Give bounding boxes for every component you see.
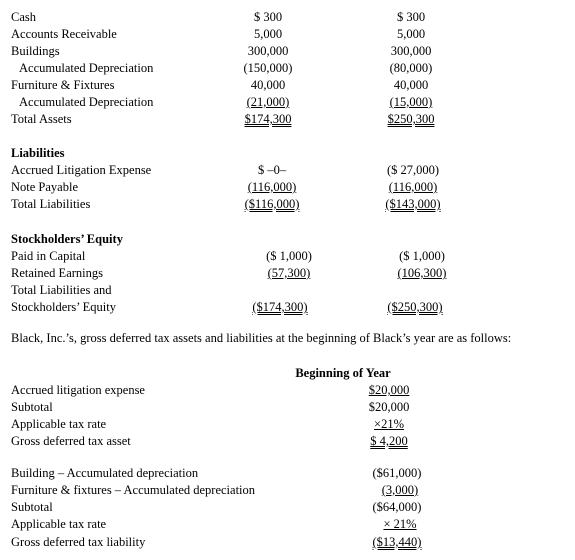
note-payable-col2: (116,000) xyxy=(388,180,438,194)
buildings-col1: 300,000 xyxy=(247,44,289,58)
total-assets-col2: $250,300 xyxy=(387,112,435,126)
total-assets-col1: $174,300 xyxy=(244,112,292,126)
accounts-receivable-col2: 5,000 xyxy=(396,27,426,41)
cash-col1: $ 300 xyxy=(253,10,283,24)
accrued-litigation-col1: $ –0– xyxy=(257,163,287,177)
accum-dep-furniture-col1: (21,000) xyxy=(246,95,290,109)
row-label-note-payable: Note Payable xyxy=(11,180,78,194)
row-label-cash: Cash xyxy=(11,10,36,24)
accrued-litigation-col2: ($ 27,000) xyxy=(386,163,440,177)
cash-col2: $ 300 xyxy=(396,10,426,24)
retained-earnings-col1: (57,300) xyxy=(267,266,311,280)
row-label-total-liabilities-and: Total Liabilities and xyxy=(11,283,112,297)
row-label-accumulated-depreciation-furniture: Accumulated Depreciation xyxy=(19,95,154,109)
row-label-accrued-litigation-expense: Accrued Litigation Expense xyxy=(11,163,152,177)
dt-tax-rate-assets-value: ×21% xyxy=(374,417,404,431)
dt-label-gross-deferred-tax-asset: Gross deferred tax asset xyxy=(11,434,131,448)
dt-label-subtotal-assets: Subtotal xyxy=(11,400,53,414)
total-liabilities-equity-col1: ($174,300) xyxy=(252,300,308,314)
dt-label-accrued-litigation-expense: Accrued litigation expense xyxy=(11,383,145,397)
note-payable-col1: (116,000) xyxy=(247,180,297,194)
equity-heading: Stockholders’ Equity xyxy=(11,232,123,246)
row-label-buildings: Buildings xyxy=(11,44,60,58)
row-label-furniture-fixtures: Furniture & Fixtures xyxy=(11,78,115,92)
accum-dep-buildings-col1: (150,000) xyxy=(243,61,293,75)
dt-label-applicable-tax-rate-assets: Applicable tax rate xyxy=(11,417,107,431)
dt-furniture-accum-dep-value: (3,000) xyxy=(381,483,419,497)
row-label-accounts-receivable: Accounts Receivable xyxy=(11,27,117,41)
paid-in-capital-col2: ($ 1,000) xyxy=(399,249,445,263)
beginning-of-year-heading: Beginning of Year xyxy=(295,366,391,380)
row-label-retained-earnings: Retained Earnings xyxy=(11,266,103,280)
accum-dep-furniture-col2: (15,000) xyxy=(389,95,433,109)
accum-dep-buildings-col2: (80,000) xyxy=(389,61,433,75)
dt-label-building-accumulated-depreciation: Building – Accumulated depreciation xyxy=(11,466,199,480)
row-label-paid-in-capital: Paid in Capital xyxy=(11,249,86,263)
row-label-accumulated-depreciation-buildings: Accumulated Depreciation xyxy=(19,61,154,75)
dt-label-subtotal-liabilities: Subtotal xyxy=(11,500,53,514)
dt-label-furniture-accumulated-depreciation: Furniture & fixtures – Accumulated depreciation xyxy=(11,483,256,497)
dt-subtotal-assets-value: $20,000 xyxy=(368,400,410,414)
buildings-col2: 300,000 xyxy=(390,44,432,58)
paid-in-capital-col1: ($ 1,000) xyxy=(266,249,312,263)
dt-tax-rate-liabilities-value: × 21% xyxy=(383,517,417,531)
dt-gross-deferred-tax-liability-value: ($13,440) xyxy=(372,535,422,549)
dt-subtotal-liabilities-value: ($64,000) xyxy=(372,500,422,514)
dt-gross-deferred-tax-asset-value: $ 4,200 xyxy=(370,434,408,448)
furniture-fixtures-col2: 40,000 xyxy=(393,78,429,92)
accounts-receivable-col1: 5,000 xyxy=(253,27,283,41)
row-label-stockholders-equity: Stockholders’ Equity xyxy=(11,300,116,314)
row-label-total-liabilities: Total Liabilities xyxy=(11,197,91,211)
row-label-total-assets: Total Assets xyxy=(11,112,72,126)
intro-text: Black, Inc.’s, gross deferred tax assets and liabilities at the beginning of Black’s year are as follows: xyxy=(11,331,512,345)
total-liabilities-col1: ($116,000) xyxy=(244,197,300,211)
liabilities-heading: Liabilities xyxy=(11,146,65,160)
total-liabilities-equity-col2: ($250,300) xyxy=(387,300,443,314)
total-liabilities-col2: ($143,000) xyxy=(385,197,441,211)
dt-label-applicable-tax-rate-liabilities: Applicable tax rate xyxy=(11,517,107,531)
dt-accrued-litigation-value: $20,000 xyxy=(368,383,410,397)
retained-earnings-col2: (106,300) xyxy=(397,266,447,280)
dt-building-accum-dep-value: ($61,000) xyxy=(372,466,422,480)
dt-label-gross-deferred-tax-liability: Gross deferred tax liability xyxy=(11,535,146,549)
furniture-fixtures-col1: 40,000 xyxy=(250,78,286,92)
